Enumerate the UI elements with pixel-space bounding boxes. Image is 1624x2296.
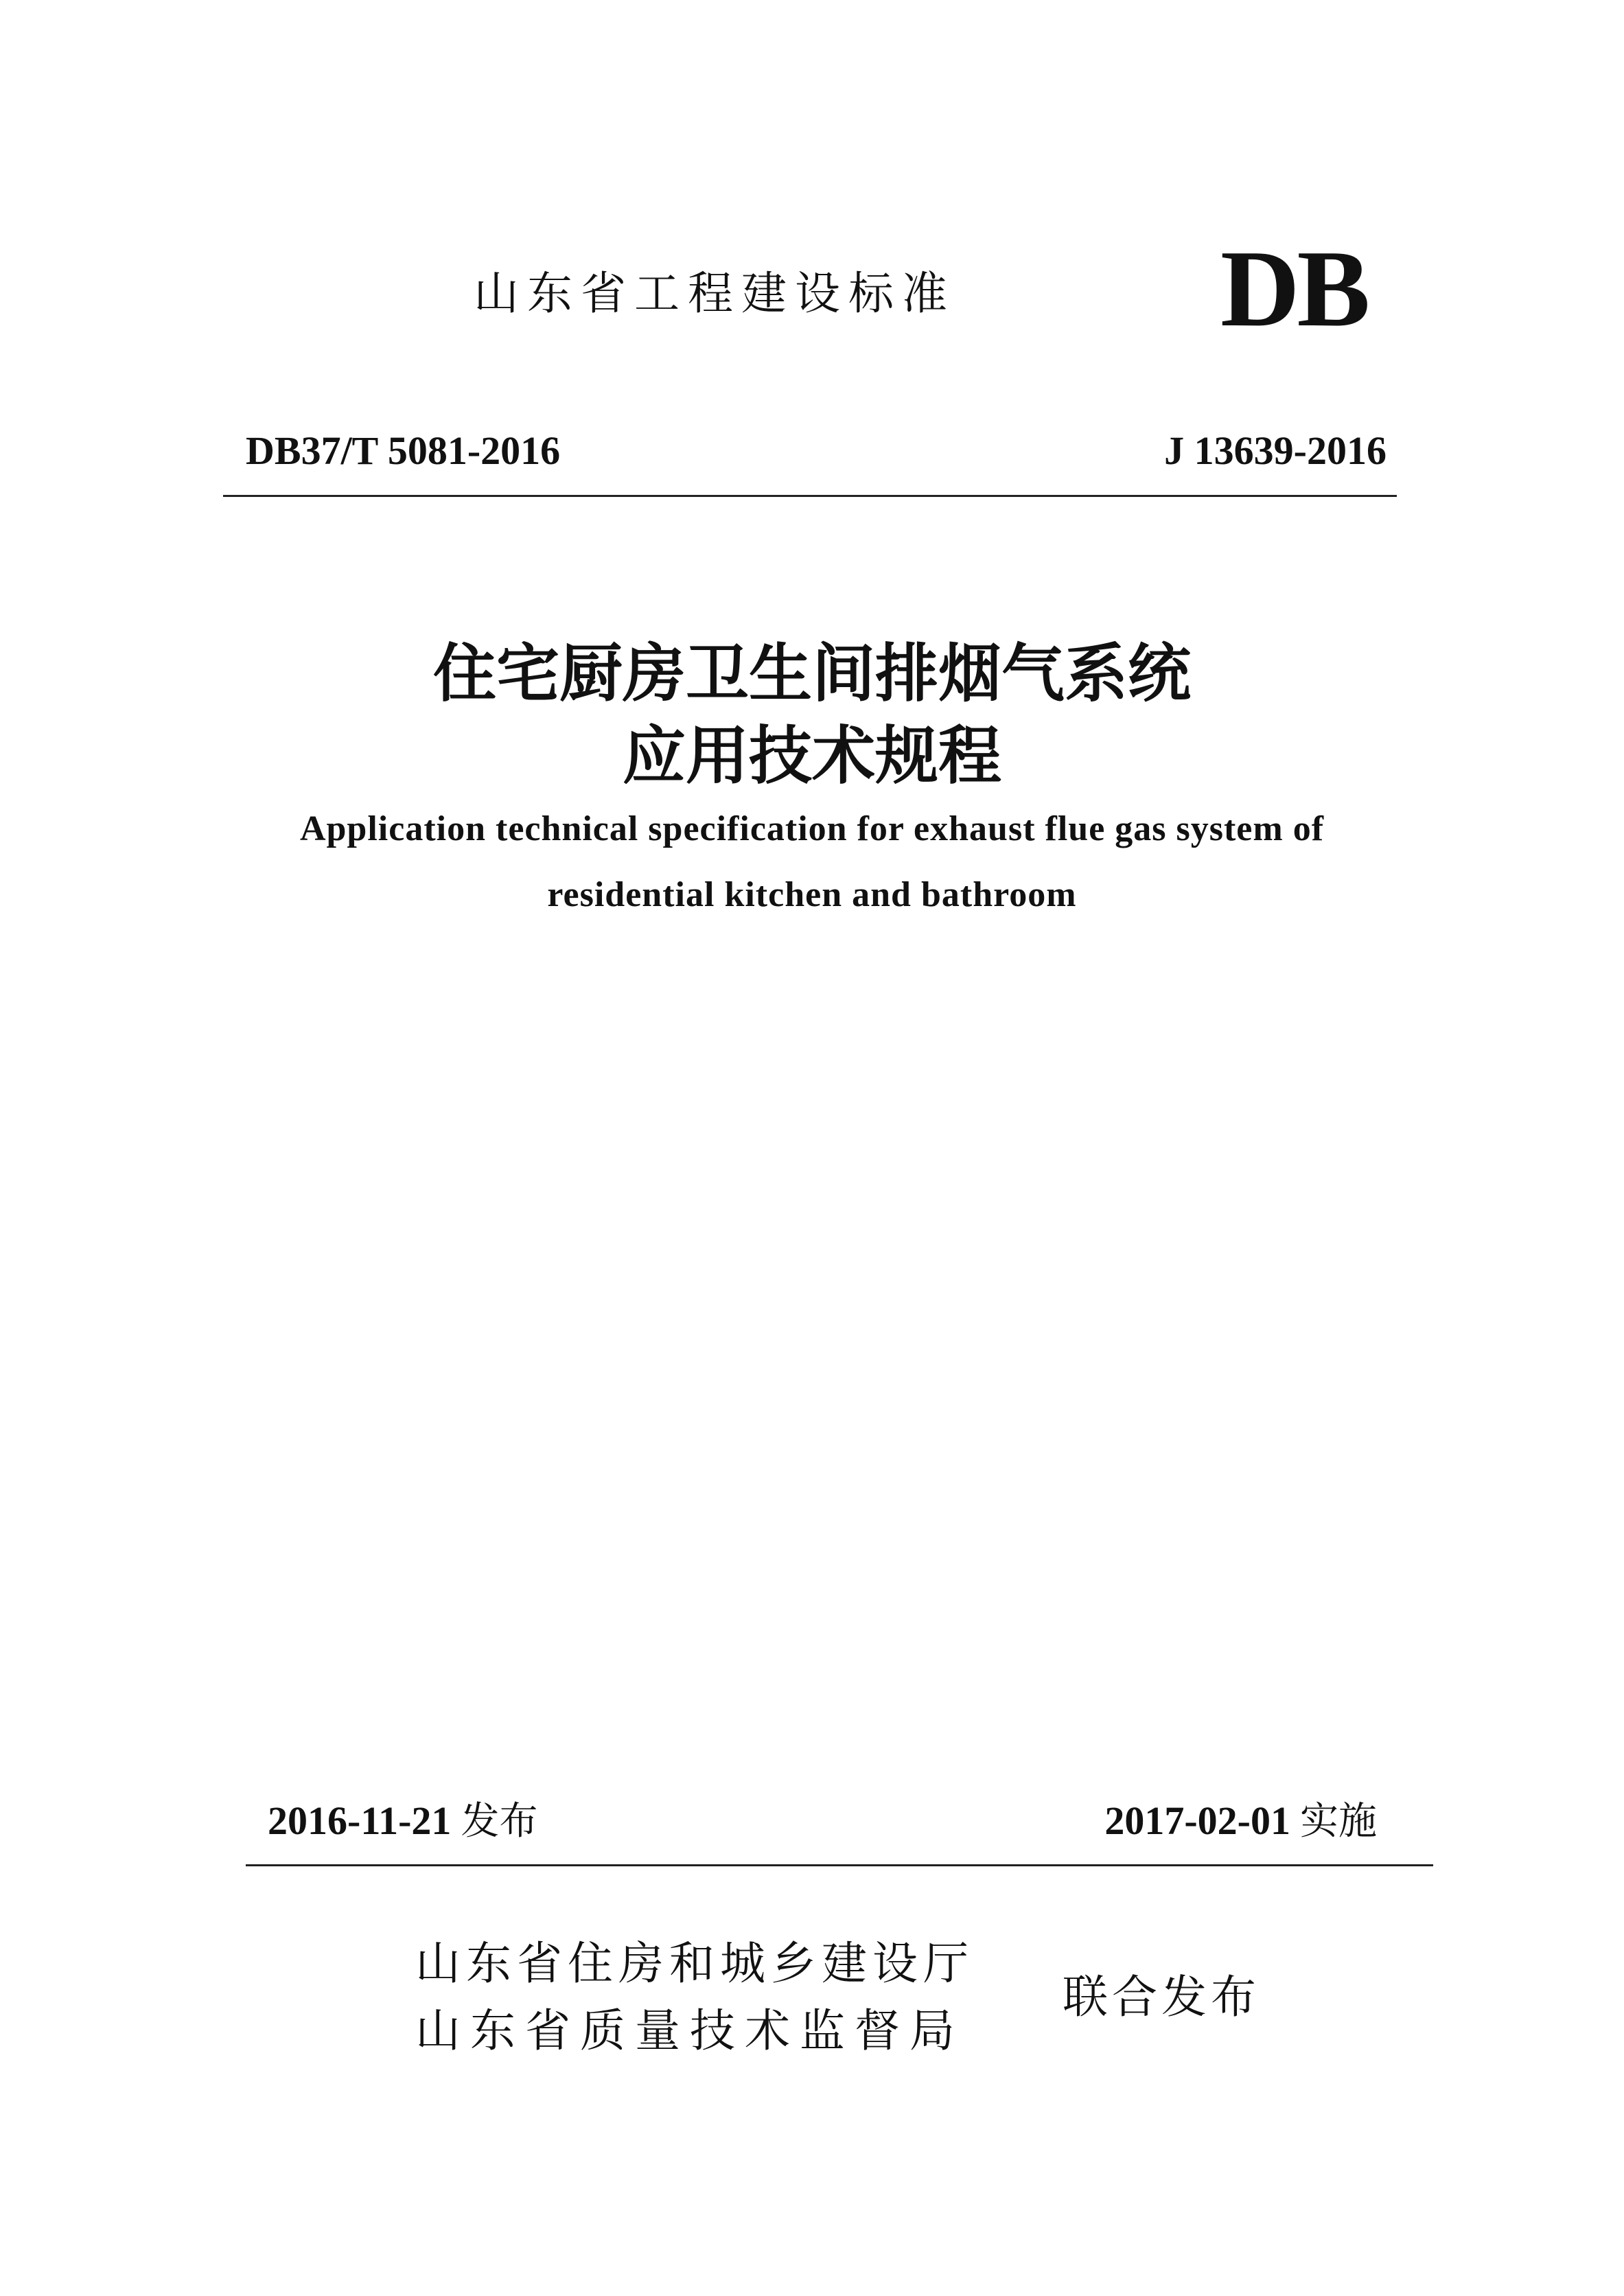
title-zh-line1: 住宅厨房卫生间排烟气系统	[432, 636, 1191, 710]
issue-date-value: 2016-11-21	[268, 1798, 452, 1843]
title-en-line1: Application technical specification for exhaust flue gas system of	[299, 809, 1325, 848]
issue-date-label: 发布	[461, 1799, 538, 1844]
joint-publish-label: 联合发布	[1063, 1971, 1260, 2024]
implementation-date-label: 实施	[1300, 1799, 1377, 1844]
title-en-line2: residential kitchen and bathroom	[547, 875, 1077, 914]
issue-date	[268, 1798, 538, 1844]
record-number: J 13639-2016	[1164, 428, 1387, 473]
footer-divider	[246, 1864, 1433, 1866]
implementation-date	[1104, 1798, 1377, 1844]
publisher-line2: 山东省质量技术监督局	[415, 2004, 964, 2057]
standard-number: DB37/T 5081-2016	[246, 428, 561, 473]
standard-category: 山东省工程建设标准	[474, 267, 955, 320]
header-divider	[223, 495, 1397, 497]
title-zh-line2: 应用技术规程	[622, 719, 1001, 793]
db-logo: DB	[1220, 227, 1368, 349]
publisher-line1: 山东省住房和城乡建设厅	[415, 1937, 974, 1990]
implementation-date-value: 2017-02-01	[1104, 1798, 1290, 1843]
